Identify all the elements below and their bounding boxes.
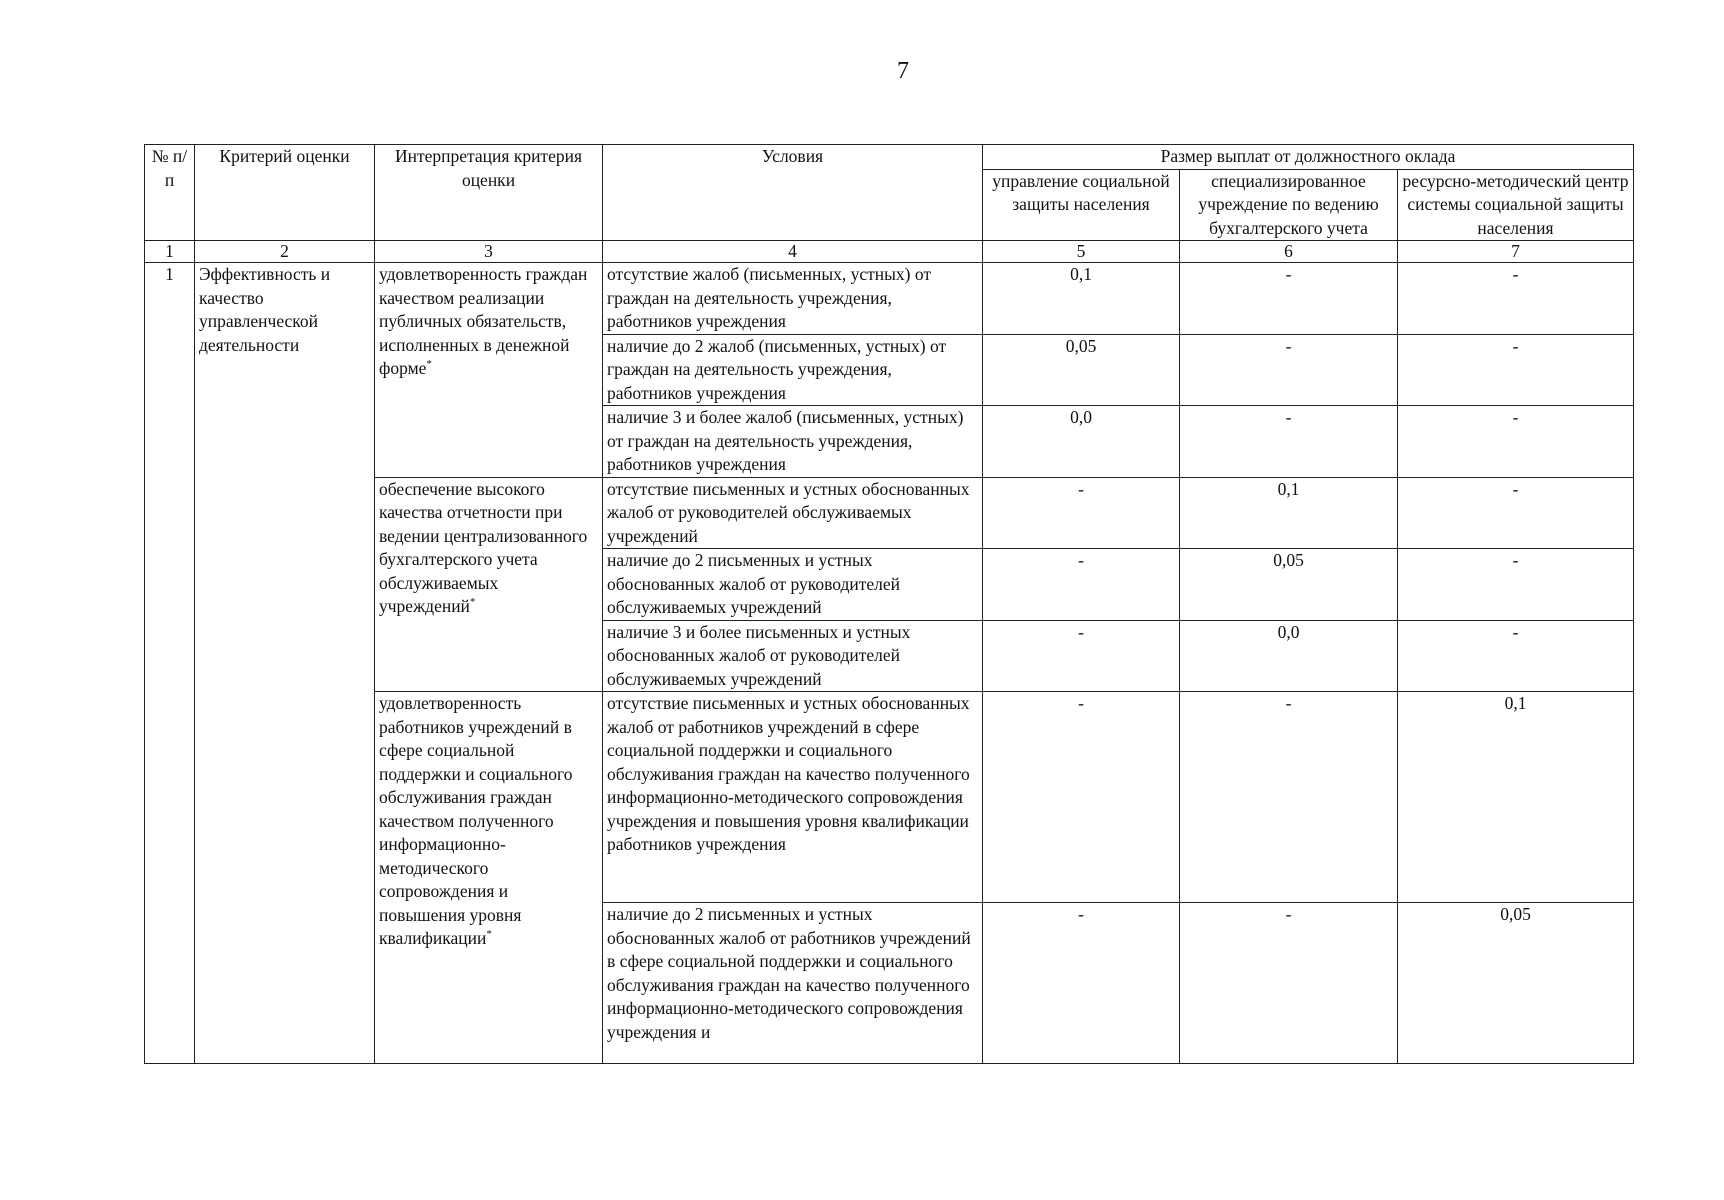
interpretation-cell <box>375 263 603 478</box>
condition-cell: отсутствие письменных и устных обоснованных жалоб от руководителей обслуживаемых учреждений <box>603 477 983 549</box>
condition-cell: отсутствие жалоб (письменных, устных) от граждан на деятельность учреждения, работников учреждения <box>603 263 983 335</box>
interpretation-cell <box>375 692 603 1064</box>
value-resource-center: - <box>1398 549 1634 621</box>
interpretation-text: обеспечение высокого качества отчетности при ведении централизованного бухгалтерского учета обслуживаемых учреждений <box>379 478 588 616</box>
header-row-1 <box>145 145 1634 170</box>
header-criterion: Критерий оценки <box>195 145 375 241</box>
interpretation-cell <box>375 477 603 692</box>
header-interpretation: Интерпретация критерия оценки <box>375 145 603 241</box>
condition-cell: наличие 3 и более письменных и устных обоснованных жалоб от руководителей обслуживаемых учреждений <box>603 620 983 692</box>
footnote-mark: * <box>486 928 492 941</box>
value-accounting-institution: - <box>1180 903 1398 1064</box>
value-accounting-institution: 0,0 <box>1180 620 1398 692</box>
value-social-protection: - <box>983 477 1180 549</box>
header-payment-size: Размер выплат от должностного оклада <box>983 145 1634 170</box>
value-social-protection: - <box>983 549 1180 621</box>
table-row <box>145 263 1634 335</box>
column-number: 5 <box>983 241 1180 263</box>
value-resource-center: - <box>1398 406 1634 478</box>
column-number: 6 <box>1180 241 1398 263</box>
value-social-protection: - <box>983 692 1180 903</box>
column-number: 4 <box>603 241 983 263</box>
interpretation-text: удовлетворенность граждан качеством реализации публичных обязательств, исполненных в денежной форме <box>379 264 588 378</box>
page-number: 7 <box>897 58 909 84</box>
value-social-protection: 0,0 <box>983 406 1180 478</box>
column-number: 7 <box>1398 241 1634 263</box>
condition-cell: наличие до 2 жалоб (письменных, устных) от граждан на деятельность учреждения, работников учреждения <box>603 334 983 406</box>
header-social-protection: управление социальной защиты населения <box>983 169 1180 241</box>
value-social-protection: 0,1 <box>983 263 1180 335</box>
value-resource-center: - <box>1398 334 1634 406</box>
value-resource-center: - <box>1398 620 1634 692</box>
footnote-mark: * <box>426 358 432 371</box>
header-accounting-institution: специализированное учреждение по ведению бухгалтерского учета <box>1180 169 1398 241</box>
value-accounting-institution: 0,05 <box>1180 549 1398 621</box>
value-accounting-institution: - <box>1180 692 1398 903</box>
value-resource-center: 0,05 <box>1398 903 1634 1064</box>
criterion-cell: Эффективность и качество управленческой деятельности <box>195 263 375 1064</box>
value-resource-center: 0,1 <box>1398 692 1634 903</box>
condition-cell: наличие до 2 письменных и устных обоснованных жалоб от руководителей обслуживаемых учреждений <box>603 549 983 621</box>
column-number: 3 <box>375 241 603 263</box>
value-resource-center: - <box>1398 477 1634 549</box>
criteria-table <box>144 144 1634 1064</box>
value-accounting-institution: - <box>1180 406 1398 478</box>
row-number: 1 <box>145 263 195 1064</box>
column-number: 1 <box>145 241 195 263</box>
value-accounting-institution: - <box>1180 334 1398 406</box>
column-number: 2 <box>195 241 375 263</box>
value-social-protection: 0,05 <box>983 334 1180 406</box>
value-accounting-institution: - <box>1180 263 1398 335</box>
value-accounting-institution: 0,1 <box>1180 477 1398 549</box>
value-social-protection: - <box>983 903 1180 1064</box>
interpretation-text: удовлетворенность работников учреждений в сфере социальной поддержки и социального обслуживания граждан качеством полученного информационно-методического сопровождения и повышения уровня квалификации <box>379 693 573 948</box>
condition-cell: наличие до 2 письменных и устных обоснованных жалоб от работников учреждений в сфере социальной поддержки и социального обслуживания граждан на качество полученного информационно-методического сопровождения учреждения и <box>603 903 983 1064</box>
footnote-mark: * <box>469 596 476 609</box>
value-resource-center: - <box>1398 263 1634 335</box>
header-conditions: Условия <box>603 145 983 241</box>
header-resource-center: ресурсно-методический центр системы социальной защиты населения <box>1398 169 1634 241</box>
value-social-protection: - <box>983 620 1180 692</box>
condition-cell: отсутствие письменных и устных обоснованных жалоб от работников учреждений в сфере социальной поддержки и социального обслуживания граждан на качество полученного информационно-методического сопровождения учреждения и повышения уровня квалификации работников учреждения <box>603 692 983 903</box>
column-number-row <box>145 241 1634 263</box>
header-number: № п/п <box>145 145 195 241</box>
condition-cell: наличие 3 и более жалоб (письменных, устных) от граждан на деятельность учреждения, работников учреждения <box>603 406 983 478</box>
